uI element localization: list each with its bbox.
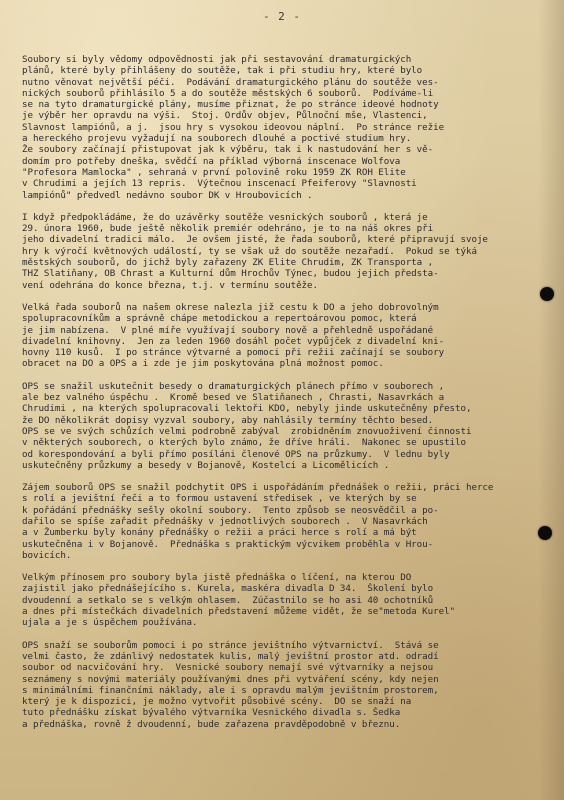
text-line: domím pro potřeby dneška, svědčí na příklad výborná inscenace Wolfova [22, 155, 401, 167]
paragraph [22, 212, 540, 291]
paragraph [22, 54, 540, 201]
text-line: soubor od nacvičování hry. Vesnické soubory nemají své výtvarníky a nejsou [22, 662, 434, 674]
text-line: OPS se snažil uskutečnit besedy o dramaturgických plánech přímo v souborech , [22, 380, 445, 392]
text-line: "Profesora Mamlocka" , sehraná v první polovině roku 1959 ZK ROH Elite [22, 166, 406, 178]
page-edge-shadow [538, 0, 564, 800]
text-line: tuto přednášku získat bývalého výtvarníka Vesnického divadla s. Šedka [22, 707, 401, 719]
document-body [22, 54, 540, 741]
text-line: seznámeny s novými materiály používanými dnes při vytváření scény, kdy nejen [22, 673, 439, 685]
text-line: ale bez valného úspěchu . Kromě besed ve Slatiňanech , Chrasti, Nasavrkách a [22, 392, 445, 404]
text-line: uskutečněny průzkumy a besedy v Bojanově, Kostelci a Licomělicích . [22, 459, 390, 471]
text-line: hovny 110 kusů. I po stránce výtvarné a pomoci při režii začínají se soubory [22, 347, 445, 359]
text-line: je výběr her opravdu na výši. Stoj. Ordův objev, Půlnoční mše, Vlastenci, [22, 110, 428, 122]
text-line: zajistil jako přednášejícího s. Kurela, maskéra divadla D 34. Školení bylo [22, 583, 434, 595]
paragraph [22, 640, 540, 730]
text-line: hry k výročí květnových událostí, ty se však už do soutěže nezařadí. Pokud se týká [22, 245, 477, 257]
text-line: Velkým přínosem pro soubory byla jistě přednáška o líčení, na kterou DO [22, 572, 412, 584]
text-line: a přednáška, rovně ž dvoudenní, bude zařazena pravděpodobně v březnu. [22, 718, 401, 730]
text-line: k pořádání přednášky sešly okolní soubory. Tento způsob se neosvědčil a po- [22, 504, 439, 516]
text-line: že DO několikrát dopisy vyzval soubory, aby nahlásily termíny těchto besed. [22, 414, 434, 426]
text-line: Slavnost lampiónů, a j. jsou hry s vysokou ideovou náplní. Po stránce režie [22, 121, 445, 133]
text-line: Velká řada souborů na našem okrese nalezla již cestu k DO a jeho dobrovolným [22, 301, 439, 313]
text-line: velmi často, že zdánlivý nedostatek kulis, malý jevištní prostor atd. odradí [22, 650, 439, 662]
text-line: Chrudimi , na kterých spolupracovali lektoři KDO, nebyly jinde uskutečněny přesto, [22, 403, 472, 415]
text-line: Zájem souborů OPS se snažil podchytit OPS i uspořádáním přednášek o režii, práci herce [22, 482, 494, 494]
text-line: od korespondování a byli přímo posíláni členové OPS na průzkumy. V lednu byly [22, 448, 450, 460]
text-line: který je k dispozici, je možno vytvořit působivé scény. DO se snaží na [22, 696, 412, 708]
punch-hole [540, 287, 554, 301]
text-line: spolupracovníkům a správně chápe metodickou a repertoárovou pomoc, která [22, 313, 417, 325]
text-line: městských souborů, do jichž byly zařazeny ZK Elite Chrudim, ZK Transporta , [22, 257, 434, 269]
text-line: OPS snaží se souborům pomoci i po stránce jevištního výtvarnictví. Stává se [22, 639, 439, 651]
text-line: a hereckého projevu vyžadují na souborech dlouhé a poctivé studium hry. [22, 133, 412, 145]
paragraph [22, 302, 540, 370]
text-line: v některých souborech, o kterých bylo známo, že dříve hráli. Nakonec se upustilo [22, 437, 466, 449]
text-line: se na tyto dramaturgické plány, musíme přiznat, že po stránce ideové hodnoty [22, 99, 439, 111]
text-line: divadelní knihovny. Jen za leden 1960 dosáhl počet vypůjček z divadelní kni- [22, 335, 445, 347]
text-line: v Chrudimi a jejích 13 repris. Výtečnou inscenací Pfeiferovy "Slavnosti [22, 178, 417, 190]
text-line: I když předpokládáme, že do uzávěrky soutěže vesnických souborů , která je [22, 211, 428, 223]
text-line: a dnes při místečkách divadelních představení můžeme vidět, že se"metoda Kurel" [22, 606, 456, 618]
text-line: s rolí a jevištní řeči a to formou ustavení středisek , ve kterých by se [22, 493, 417, 505]
text-line: OPS se ve svých schůzích velmi podrobně zabýval zrobidněním znovuoživení činnosti [22, 425, 472, 437]
text-line: Že soubory začínají přistupovat jak k výběru, tak i k nastudování her s vě- [22, 144, 434, 156]
text-line: je jim nabízena. V plné míře využívají soubory nově a přehledně uspořádané [22, 324, 434, 336]
text-line: obracet na DO a OPS a i zde je jim poskytována plná možnost pomoc. [22, 358, 384, 370]
text-line: ujala a je s úspěchem používána. [22, 617, 198, 629]
text-line: nických souborů přihlásilo 5 a do soutěže městských 6 souborů. Podíváme-li [22, 87, 434, 99]
text-line: dařilo se spíše zařadit přednášky v jednotlivých souborech . V Nasavrkách [22, 515, 428, 527]
text-line: s minimálními finančními náklady, ale i s opravdu malým jevištním prostorem, [22, 684, 439, 696]
paragraph [22, 381, 540, 471]
text-line: vení odehrána do konce března, t.j. v termínu soutěže. [22, 279, 318, 291]
page-number: - 2 - [262, 10, 302, 23]
text-line: Soubory si byly vědomy odpovědnosti jak při sestavování dramaturgických [22, 54, 412, 65]
text-line: plánů, které byly přihlášeny do soutěže, tak i při studiu hry, které bylo [22, 65, 423, 77]
text-line: uskutečněna i v Bojanově. Přednáška s praktickým výcvikem proběhla v Hrou- [22, 538, 434, 550]
text-line: jeho divadelní tradici málo. Je ovšem jisté, že řada souborů, které připravují svoje [22, 234, 488, 246]
paragraph [22, 482, 540, 561]
paragraph [22, 572, 540, 628]
punch-hole [538, 526, 552, 540]
text-line: 29. února 1960, bude ještě několik premiér odehráno, je to na náš okres při [22, 223, 434, 235]
text-line: a v Žumberku byly konány přednášky o režii a práci herce s rolí a má být [22, 527, 417, 539]
text-line: lampiónů" předvedl nedávno soubor DK v Hroubovicích . [22, 189, 313, 201]
text-line: dvoudenní a setkalo se s velkým ohlasem. Zúčastnilo se ho asi 40 ochotníků [22, 594, 434, 606]
text-line: bovicích. [22, 549, 72, 561]
text-line: THZ Slatiňany, OB Chrast a Kulturní dům Hrochův Týnec, budou jejich předsta- [22, 268, 439, 280]
text-line: nutno věnovat největší péči. Podávání dramaturgického plánu do soutěže ves- [22, 76, 439, 88]
